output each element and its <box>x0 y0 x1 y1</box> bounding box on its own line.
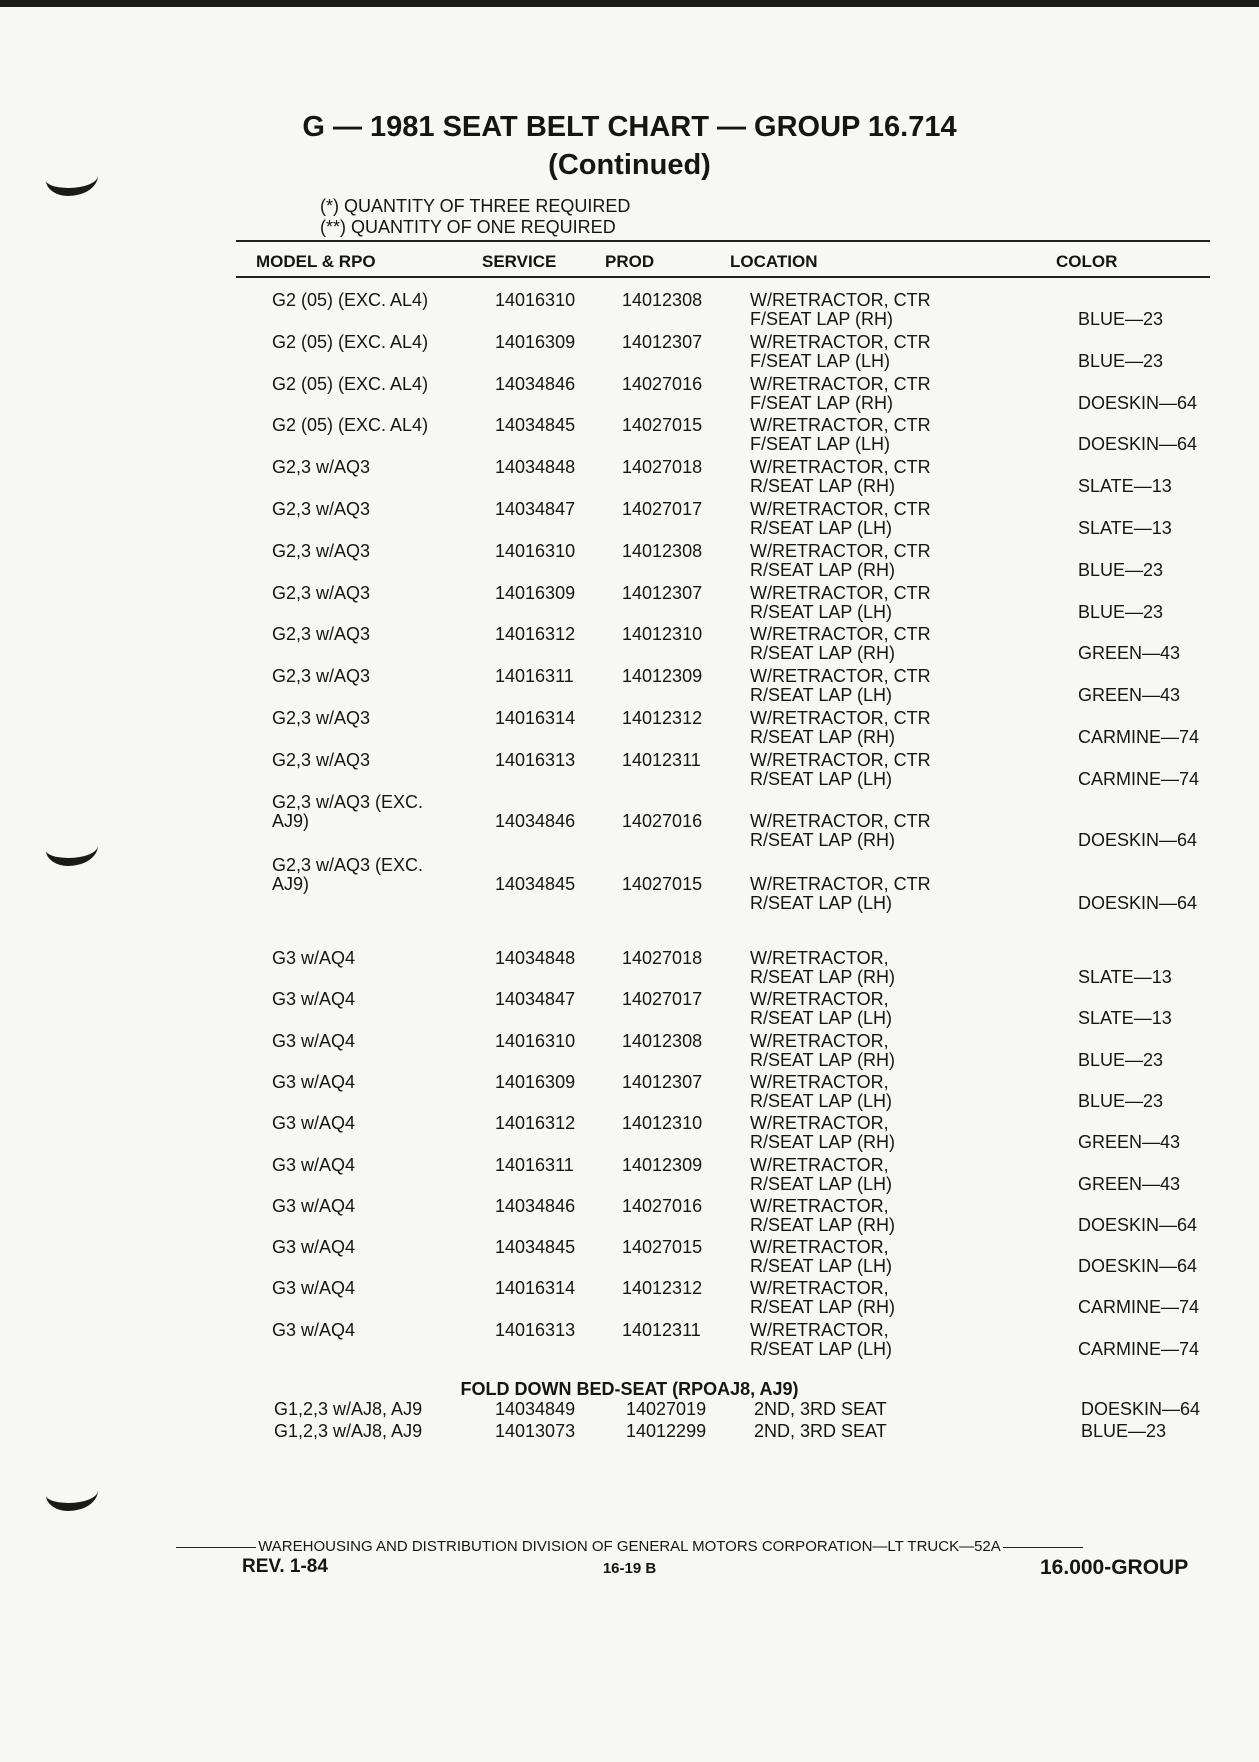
model-rpo-cell: G2,3 w/AQ3 <box>272 540 371 561</box>
location-cell: R/SEAT LAP (RH) <box>750 1214 896 1235</box>
prod-part-cell: 14012308 <box>622 1030 703 1051</box>
prod-part-cell: 14012308 <box>622 290 703 310</box>
prod-part-cell: 14027017 <box>622 499 703 519</box>
column-header-model: MODEL & RPO <box>256 252 376 271</box>
model-rpo-cell: G2 (05) (EXC. AL4) <box>272 331 429 352</box>
page-title <box>0 108 1259 184</box>
color-cell: DOESKIN—64 <box>1078 1256 1198 1277</box>
color-cell: SLATE—13 <box>1078 476 1172 497</box>
service-part-cell: 14034846 <box>495 373 576 394</box>
fold-row-color: BLUE—23 <box>1081 1421 1167 1441</box>
header-bottom-rule <box>236 276 1210 278</box>
model-rpo-cell: G2,3 w/AQ3 <box>272 582 371 603</box>
color-cell: CARMINE—74 <box>1078 1338 1200 1359</box>
location-cell: R/SEAT LAP (RH) <box>750 1132 896 1153</box>
location-cell: R/SEAT LAP (RH) <box>750 643 896 664</box>
service-part-cell: 14016309 <box>495 1071 576 1092</box>
service-part-cell: 14016312 <box>495 1113 576 1134</box>
location-cell: W/RETRACTOR, CTR <box>750 290 931 310</box>
fold-row-prod: 14027019 <box>626 1399 707 1419</box>
page-number: 16-19 B <box>602 1560 657 1577</box>
location-cell: W/RETRACTOR, CTR <box>750 666 931 687</box>
service-part-cell: 14016309 <box>495 582 576 603</box>
model-rpo-cell: G2,3 w/AQ3 (EXC. <box>272 792 424 812</box>
column-header-color: COLOR <box>1056 252 1118 271</box>
location-cell: W/RETRACTOR, CTR <box>750 811 931 831</box>
prod-part-cell: 14012310 <box>622 1113 703 1134</box>
model-rpo-cell: AJ9) <box>272 874 310 894</box>
location-cell: R/SEAT LAP (RH) <box>750 559 896 580</box>
location-cell: W/RETRACTOR, CTR <box>750 624 931 645</box>
prod-part-cell: 14012311 <box>622 1319 701 1340</box>
note: (*) QUANTITY OF THREE REQUIRED <box>320 196 631 216</box>
service-part-cell: 14034846 <box>495 1195 576 1216</box>
model-rpo-cell: G2,3 w/AQ3 <box>272 708 371 728</box>
location-cell: W/RETRACTOR, <box>750 1071 889 1092</box>
location-cell: F/SEAT LAP (RH) <box>750 392 894 413</box>
prod-part-cell: 14012308 <box>622 540 703 561</box>
color-cell: SLATE—13 <box>1078 967 1172 987</box>
location-cell: W/RETRACTOR, <box>750 1113 889 1134</box>
location-cell: F/SEAT LAP (RH) <box>750 309 894 329</box>
location-cell: R/SEAT LAP (RH) <box>750 1049 896 1070</box>
service-part-cell: 14034848 <box>495 457 576 478</box>
location-cell: R/SEAT LAP (RH) <box>750 967 896 987</box>
service-part-cell: 14034847 <box>495 989 576 1010</box>
location-cell: R/SEAT LAP (LH) <box>750 1173 893 1194</box>
fold-row-color: DOESKIN—64 <box>1081 1399 1201 1419</box>
prod-part-cell: 14012309 <box>622 1154 703 1175</box>
prod-part-cell: 14012312 <box>622 1278 703 1299</box>
location-cell: W/RETRACTOR, CTR <box>750 373 931 394</box>
location-cell: R/SEAT LAP (LH) <box>750 685 893 706</box>
footer-dash <box>176 1547 256 1548</box>
color-cell: CARMINE—74 <box>1078 1297 1200 1318</box>
color-cell: BLUE—23 <box>1078 350 1164 371</box>
location-cell: W/RETRACTOR, <box>750 1030 889 1051</box>
service-part-cell: 14034848 <box>495 948 576 968</box>
color-cell: DOESKIN—64 <box>1078 1214 1198 1235</box>
prod-part-cell: 14027015 <box>622 415 703 436</box>
model-rpo-cell: G2,3 w/AQ3 <box>272 666 371 687</box>
model-rpo-cell: G2,3 w/AQ3 <box>272 499 371 519</box>
color-cell: GREEN—43 <box>1078 643 1181 664</box>
prod-part-cell: 14012307 <box>622 331 703 352</box>
location-cell: W/RETRACTOR, <box>750 1154 889 1175</box>
location-cell: R/SEAT LAP (RH) <box>750 830 896 850</box>
service-part-cell: 14034847 <box>495 499 576 519</box>
location-cell: R/SEAT LAP (RH) <box>750 727 896 747</box>
location-cell: W/RETRACTOR, CTR <box>750 708 931 728</box>
fold-row-service: 14034849 <box>495 1399 576 1419</box>
color-cell: DOESKIN—64 <box>1078 392 1198 413</box>
service-part-cell: 14016311 <box>495 666 574 687</box>
location-cell: R/SEAT LAP (LH) <box>750 601 893 622</box>
fold-row-location: 2ND, 3RD SEAT <box>754 1399 887 1419</box>
prod-part-cell: 14027018 <box>622 948 703 968</box>
service-part-cell: 14034845 <box>495 1237 576 1258</box>
fold-row-model: G1,2,3 w/AJ8, AJ9 <box>274 1421 423 1441</box>
location-cell: W/RETRACTOR, <box>750 1195 889 1216</box>
color-cell: BLUE—23 <box>1078 1049 1164 1070</box>
location-cell: R/SEAT LAP (LH) <box>750 1008 893 1029</box>
model-rpo-cell: G3 w/AQ4 <box>272 1319 356 1340</box>
column-header-service: SERVICE <box>482 252 557 271</box>
model-rpo-cell: G3 w/AQ4 <box>272 1154 356 1175</box>
prod-part-cell: 14027018 <box>622 457 703 478</box>
header-top-rule <box>236 240 1210 242</box>
location-cell: W/RETRACTOR, <box>750 948 889 968</box>
service-part-cell: 14016310 <box>495 290 576 310</box>
footer-division-line <box>0 1538 1259 1555</box>
service-part-cell: 14016314 <box>495 1278 576 1299</box>
model-rpo-cell: G2,3 w/AQ3 <box>272 624 371 645</box>
model-rpo-cell: G3 w/AQ4 <box>272 1195 356 1216</box>
prod-part-cell: 14027017 <box>622 989 703 1010</box>
revision-label: REV. 1-84 <box>242 1556 328 1577</box>
service-part-cell: 14034846 <box>495 811 576 831</box>
color-cell: GREEN—43 <box>1078 1173 1181 1194</box>
location-cell: W/RETRACTOR, CTR <box>750 582 931 603</box>
location-cell: W/RETRACTOR, CTR <box>750 874 931 894</box>
model-rpo-cell: G2,3 w/AQ3 <box>272 457 371 478</box>
color-cell: DOESKIN—64 <box>1078 830 1198 850</box>
prod-part-cell: 14027015 <box>622 874 703 894</box>
model-rpo-cell: G2 (05) (EXC. AL4) <box>272 415 429 436</box>
model-rpo-cell: G3 w/AQ4 <box>272 1278 356 1299</box>
service-part-cell: 14016309 <box>495 331 576 352</box>
location-cell: R/SEAT LAP (LH) <box>750 1090 893 1111</box>
location-cell: W/RETRACTOR, CTR <box>750 415 931 436</box>
model-rpo-cell: G2 (05) (EXC. AL4) <box>272 290 429 310</box>
service-part-cell: 14034845 <box>495 874 576 894</box>
location-cell: R/SEAT LAP (RH) <box>750 476 896 497</box>
color-cell: BLUE—23 <box>1078 309 1164 329</box>
color-cell: DOESKIN—64 <box>1078 893 1198 913</box>
color-cell: CARMINE—74 <box>1078 768 1200 789</box>
model-rpo-cell: G2,3 w/AQ3 <box>272 749 371 770</box>
model-rpo-cell: G3 w/AQ4 <box>272 1237 356 1258</box>
section-heading: FOLD DOWN BED-SEAT (RPOAJ8, AJ9) <box>460 1379 799 1399</box>
model-rpo-cell: G3 w/AQ4 <box>272 989 356 1010</box>
model-rpo-cell: G3 w/AQ4 <box>272 1071 356 1092</box>
location-cell: W/RETRACTOR, <box>750 989 889 1010</box>
fold-row-prod: 14012299 <box>626 1421 707 1441</box>
title-line-2: (Continued) <box>548 149 711 181</box>
quantity-notes <box>320 196 630 238</box>
location-cell: W/RETRACTOR, CTR <box>750 499 931 519</box>
service-part-cell: 14016314 <box>495 708 576 728</box>
color-cell: DOESKIN—64 <box>1078 434 1198 455</box>
location-cell: W/RETRACTOR, <box>750 1319 889 1340</box>
model-rpo-cell: G3 w/AQ4 <box>272 1113 356 1134</box>
prod-part-cell: 14012307 <box>622 582 703 603</box>
service-part-cell: 14016313 <box>495 749 576 770</box>
prod-part-cell: 14012311 <box>622 749 701 770</box>
location-cell: W/RETRACTOR, CTR <box>750 331 931 352</box>
location-cell: R/SEAT LAP (LH) <box>750 768 893 789</box>
model-rpo-cell: G3 w/AQ4 <box>272 1030 356 1051</box>
location-cell: W/RETRACTOR, CTR <box>750 749 931 770</box>
color-cell: CARMINE—74 <box>1078 727 1200 747</box>
location-cell: W/RETRACTOR, CTR <box>750 540 931 561</box>
color-cell: GREEN—43 <box>1078 685 1181 706</box>
location-cell: R/SEAT LAP (RH) <box>750 1297 896 1318</box>
prod-part-cell: 14012310 <box>622 624 703 645</box>
footer-division: WAREHOUSING AND DISTRIBUTION DIVISION OF GENERAL MOTORS CORPORATION—LT TRUCK—52A <box>258 1538 1001 1555</box>
location-cell: W/RETRACTOR, <box>750 1278 889 1299</box>
color-cell: BLUE—23 <box>1078 1090 1164 1111</box>
service-part-cell: 14034845 <box>495 415 576 436</box>
group-label: 16.000-GROUP <box>1040 1556 1189 1579</box>
service-part-cell: 14016313 <box>495 1319 576 1340</box>
location-cell: W/RETRACTOR, <box>750 1237 889 1258</box>
location-cell: W/RETRACTOR, CTR <box>750 457 931 478</box>
model-rpo-cell: G2 (05) (EXC. AL4) <box>272 373 429 394</box>
location-cell: F/SEAT LAP (LH) <box>750 350 891 371</box>
color-cell: GREEN—43 <box>1078 1132 1181 1153</box>
model-rpo-cell: G2,3 w/AQ3 (EXC. <box>272 855 424 875</box>
note: (**) QUANTITY OF ONE REQUIRED <box>320 217 616 237</box>
location-cell: R/SEAT LAP (LH) <box>750 1338 893 1359</box>
color-cell: SLATE—13 <box>1078 518 1172 538</box>
prod-part-cell: 14027016 <box>622 1195 703 1216</box>
footer-dash <box>1003 1547 1083 1548</box>
title-line-1: G — 1981 SEAT BELT CHART — GROUP 16.714 <box>302 111 957 143</box>
prod-part-cell: 14012307 <box>622 1071 703 1092</box>
color-cell: BLUE—23 <box>1078 601 1164 622</box>
service-part-cell: 14016311 <box>495 1154 574 1175</box>
punch-hole-mark <box>46 830 98 866</box>
fold-row-location: 2ND, 3RD SEAT <box>754 1421 887 1441</box>
prod-part-cell: 14027016 <box>622 811 703 831</box>
prod-part-cell: 14027015 <box>622 1237 703 1258</box>
top-border <box>0 0 1259 7</box>
service-part-cell: 14016312 <box>495 624 576 645</box>
color-cell: SLATE—13 <box>1078 1008 1172 1029</box>
location-cell: R/SEAT LAP (LH) <box>750 893 893 913</box>
prod-part-cell: 14012309 <box>622 666 703 687</box>
fold-row-service: 14013073 <box>495 1421 576 1441</box>
column-header-location: LOCATION <box>730 252 818 271</box>
punch-hole-mark <box>46 1475 98 1511</box>
location-cell: R/SEAT LAP (LH) <box>750 1256 893 1277</box>
prod-part-cell: 14012312 <box>622 708 703 728</box>
prod-part-cell: 14027016 <box>622 373 703 394</box>
service-part-cell: 14016310 <box>495 1030 576 1051</box>
model-rpo-cell: AJ9) <box>272 811 310 831</box>
service-part-cell: 14016310 <box>495 540 576 561</box>
location-cell: F/SEAT LAP (LH) <box>750 434 891 455</box>
model-rpo-cell: G3 w/AQ4 <box>272 948 356 968</box>
location-cell: R/SEAT LAP (LH) <box>750 518 893 538</box>
fold-row-model: G1,2,3 w/AJ8, AJ9 <box>274 1399 423 1419</box>
column-header-prod: PROD <box>605 252 655 271</box>
color-cell: BLUE—23 <box>1078 559 1164 580</box>
